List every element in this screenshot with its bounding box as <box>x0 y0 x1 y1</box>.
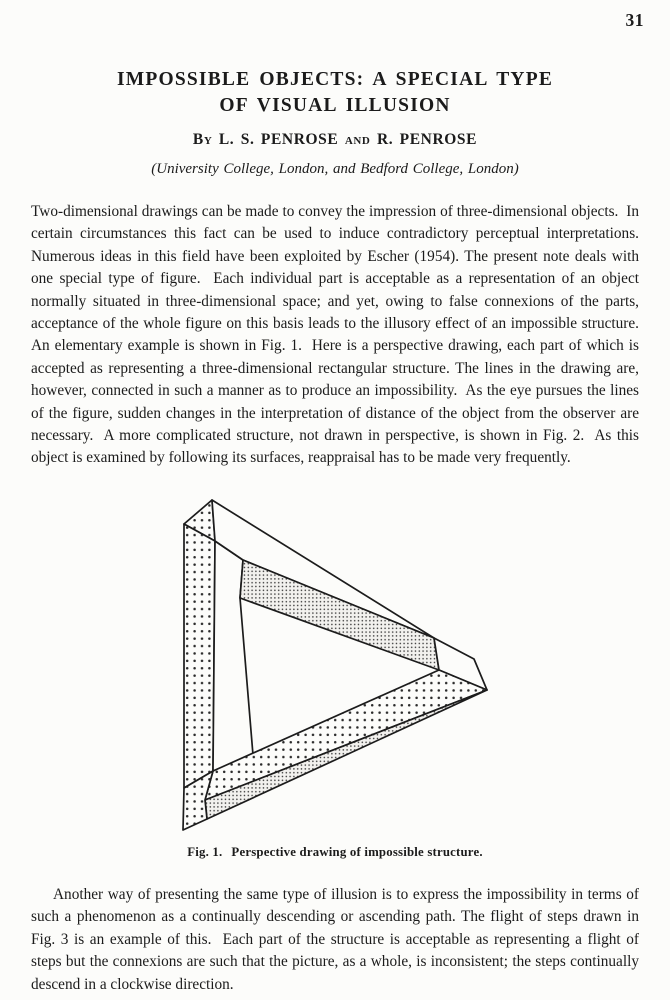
figure-face-left-bar-outer-face <box>184 524 215 788</box>
article-title-line2: OF VISUAL ILLUSION <box>219 95 451 116</box>
article-title-line1: IMPOSSIBLE OBJECTS: A SPECIAL TYPE <box>116 69 554 90</box>
body-paragraph-2: Another way of presenting the same type of illusion is to express the impossibility in terms of such a phenomenon as a continually descending or ascending path. The flight of steps drawn in Fig. 3 is an example of this. Each part of the structure is acceptable as representing a flight of steps but the connexions are such that the picture, as a whole, is inconsistent; the steps continually descend in a clockwise direction. <box>31 886 643 993</box>
figure-caption <box>0 845 670 860</box>
figure-caption-label: Fig. 1. <box>187 845 223 859</box>
byline-prefix: By <box>192 131 213 148</box>
byline-author-2: R. PENROSE <box>376 131 478 148</box>
byline-author-1: L. S. PENROSE <box>218 131 339 148</box>
affiliation-line: (University College, London, and Bedford College, London) <box>151 161 519 177</box>
byline-conjunction: and <box>344 131 371 148</box>
body-paragraph-1: Two-dimensional drawings can be made to convey the impression of three-dimensional objects. In certain circumstances this fact can be used to induce contradictory perceptual interpretations. Numerous ideas in this field have been exploited by Escher (1954). The present note deals with one special type of figure. Each individual part is acceptable as a representation of an object normally situated in three-dimensional space; and yet, owing to false connexions of the parts, acceptance of the whole figure on this basis leads to the illusory effect of an impossible structure. An elementary example is shown in Fig. 1. Here is a perspective drawing, each part of which is accepted as representing a three-dimensional rectangular structure. The lines in the drawing are, however, connected in such a manner as to produce an impossibility. As the eye pursues the lines of the figure, sudden changes in the interpretation of distance of the object from the observer are necessary. A more complicated structure, not drawn in perspective, is shown in Fig. 2. As this object is examined by following its surfaces, reappraisal has to be made very frequently. <box>31 203 647 467</box>
penrose-figure-shapes <box>183 500 487 830</box>
figure-face-top-bar-inner-face <box>240 560 439 670</box>
page-number: 31 <box>625 10 644 30</box>
figure-caption-text: Perspective drawing of impossible structure. <box>231 845 483 859</box>
